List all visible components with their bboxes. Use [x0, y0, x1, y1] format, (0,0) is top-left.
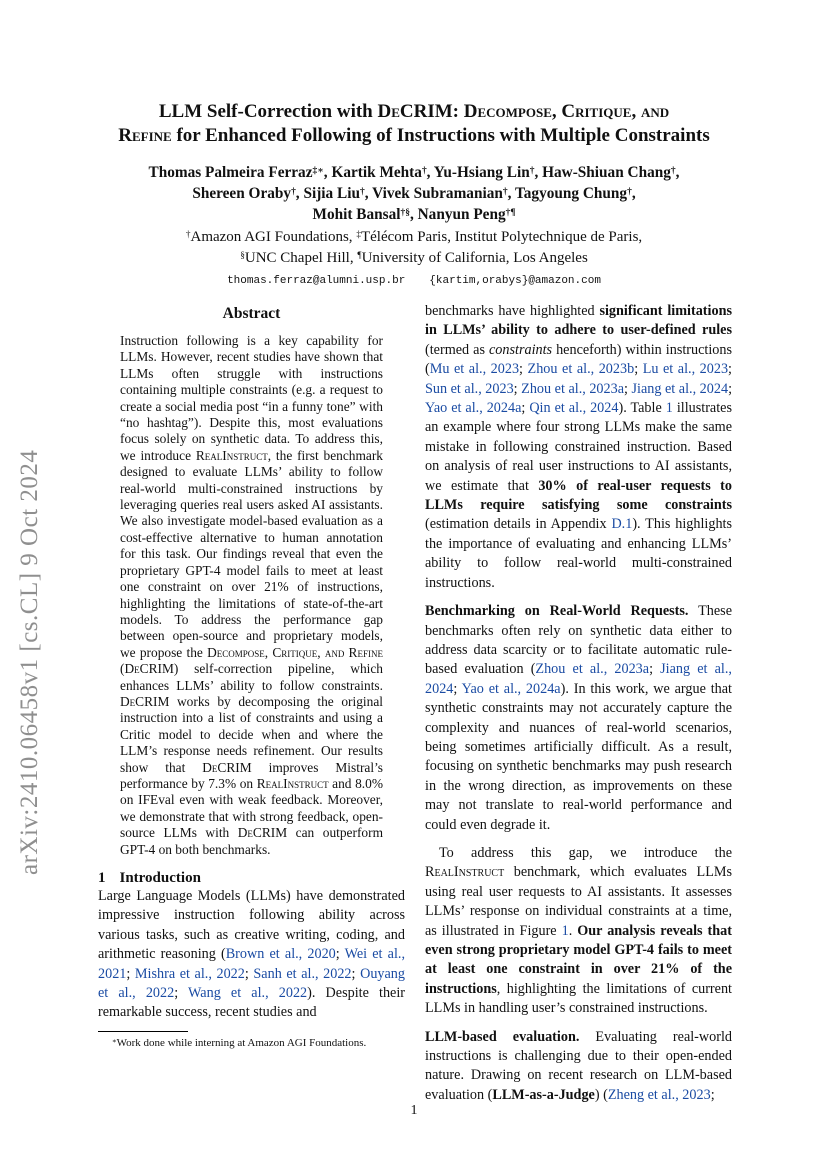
section-heading-introduction: 1 Introduction	[98, 870, 201, 886]
body-paragraph: benchmarks have highlighted significant limitations in LLMs’ ability to adhere to user-defined rules (termed as constraints henceforth) within instructions (Mu et al., 2023; Zhou et al., 2023b; Lu et al., 2023; Sun et al., 2023; Zhou et al., 2023a; Jiang et al., 2024; Yao et al., 2024a; Qin et al., 2024). Table 1 illustrates an example where four strong LLMs make the same mistake in following constrained instruction. Based on analysis of real user instructions to AI assistants, we estimate that 30% of real-user requests to LLMs require satisfying some constraints (estimation details in Appendix D.1). This highlights the importance of evaluating and enhancing LLMs’ ability to follow real-world multi-constrained instructions.	[425, 303, 733, 591]
citation-link[interactable]: Zhou et al., 2023a	[521, 380, 625, 397]
citation-link[interactable]: Wei et al., 2021	[98, 946, 405, 982]
paper-title: LLM Self-Correction with DeCRIM: Decompose, Critique, and Refine for Enhanced Following of Instructions with Multiple Constraints	[118, 101, 710, 146]
arxiv-watermark	[4, 375, 64, 875]
citation-link[interactable]: Yao et al., 2024a	[461, 680, 561, 697]
abstract-heading: Abstract	[222, 305, 281, 322]
left-column	[98, 305, 405, 1050]
paragraph-heading: LLM-based evaluation.	[425, 1028, 580, 1045]
right-column	[425, 302, 732, 1114]
author-emails	[0, 275, 828, 287]
author-name: Mohit Bansal	[312, 206, 401, 223]
citation-link[interactable]: Zhou et al., 2023a	[535, 661, 650, 678]
author-name: Vivek Subramanian	[372, 185, 503, 202]
author-name: Haw-Shiuan Chang	[542, 164, 671, 181]
abstract-text: Instruction following is a key capability for LLMs. However, recent studies have shown that LLMs often struggle with instructions containing multiple constraints (e.g. a request to create a social media post “in a funny tone” with “no hashtag”). Despite this, most evaluations focus solely on synthetic data. To address this, we introduce RealInstruct, the first benchmark designed to evaluate LLMs’ ability to follow real-world multi-constrained instructions by leveraging queries real users asked AI assistants. We also investigate model-based evaluation as a cost-effective alternative to human annotation for this task. Our findings reveal that even the proprietary GPT-4 model fails to meet at least one constraint on over 21% of instructions, highlighting the limitations of state-of-the-art models. To address the performance gap between open-source and proprietary models, we propose the Decompose, Critique, and Refine (DeCRIM) self-correction pipeline, which enhances LLMs’ ability to follow constraints. DeCRIM works by decomposing the original instruction into a list of constraints and using a Critic model to decide when and where the LLM’s response needs refinement. Our results show that DeCRIM improves Mistral’s performance by 7.3% on RealInstruct and 8.0% on IFEval even with weak feedback. Moreover, we demonstrate that with strong feedback, open-source LLMs with DeCRIM can outperform GPT-4 on both benchmarks.	[120, 333, 383, 857]
citation-link[interactable]: Qin et al., 2024	[529, 400, 619, 417]
author-name: Shereen Oraby	[192, 185, 292, 202]
citation-link[interactable]: Lu et al., 2023	[642, 361, 729, 378]
citation-link[interactable]: Jiang et al., 2024	[425, 661, 732, 697]
footnote: ∗Work done while interning at Amazon AGI Foundations.	[112, 1036, 367, 1049]
citation-link[interactable]: Jiang et al., 2024	[631, 380, 729, 397]
author-list: Thomas Palmeira Ferraz‡∗, Kartik Mehta†, Yu-Hsiang Lin†, Haw-Shiuan Chang†, Shereen Oraby†, Sijia Liu†, Vivek Subramanian†, Tagyoung Chung†, Mohit Bansal†§, Nanyun Peng†¶	[148, 164, 680, 223]
footnote-divider	[98, 1031, 188, 1032]
citation-link[interactable]: Wang et al., 2022	[188, 985, 308, 1002]
figure-reference-link[interactable]: 1	[561, 922, 569, 939]
paper-header	[0, 100, 828, 287]
affiliations: †Amazon AGI Foundations, ‡Télécom Paris, Institut Polytechnique de Paris, §UNC Chapel Hill, ¶University of California, Los Angeles	[185, 229, 643, 266]
page-number: 1	[410, 1103, 418, 1118]
citation-link[interactable]: Brown et al., 2020	[225, 946, 336, 963]
paragraph-heading: Benchmarking on Real-World Requests.	[425, 603, 689, 620]
intro-paragraph: Large Language Models (LLMs) have demonstrated impressive instruction following ability across various tasks, such as creative writing, coding, and arithmetic reasoning (Brown et al., 2020; Wei et al., 2021; Mishra et al., 2022; Sanh et al., 2022; Ouyang et al., 2022; Wang et al., 2022). Despite their remarkable success, recent studies and	[98, 888, 406, 1021]
email-link[interactable]: thomas.ferraz@alumni.usp.br	[227, 275, 406, 287]
body-paragraph: LLM-based evaluation. Evaluating real-world instructions is challenging due to their open-ended nature. Drawing on recent research on LLM-based evaluation (LLM-as-a-Judge) (Zheng et al., 2023;	[425, 1028, 733, 1103]
author-name: Tagyoung Chung	[514, 185, 628, 202]
citation-link[interactable]: Yao et al., 2024a	[425, 400, 522, 417]
citation-link[interactable]: Mishra et al., 2022	[134, 965, 245, 982]
citation-link[interactable]: Zhou et al., 2023b	[527, 361, 635, 378]
email-link[interactable]: {kartim,orabys}@amazon.com	[429, 275, 601, 287]
author-name: Yu-Hsiang Lin	[433, 164, 530, 181]
citation-link[interactable]: Zheng et al., 2023	[607, 1086, 711, 1103]
citation-link[interactable]: Ouyang et al., 2022	[98, 965, 405, 1002]
arxiv-identifier: arXiv:2410.06458v1 [cs.CL] 9 Oct 2024	[16, 449, 43, 875]
author-name: Nanyun Peng	[417, 206, 506, 223]
author-name: Thomas Palmeira Ferraz	[148, 164, 313, 181]
table-reference-link[interactable]: 1	[665, 400, 673, 417]
body-paragraph: To address this gap, we introduce the RealInstruct benchmark, which evaluates LLMs using real user requests to AI assistants. It assesses LLMs’ response on individual constraints at a time, as illustrated in Figure 1. Our analysis reveals that even strong proprietary model GPT-4 fails to meet at least one constraint in over 21% of the instructions, highlighting the limitations of current LLMs in handling user’s constrained instructions.	[425, 844, 732, 1017]
body-paragraph: Benchmarking on Real-World Requests. These benchmarks often rely on synthetic data either to address data scarcity or to facilitate automatic rule-based evaluation (Zhou et al., 2023a; Jiang et al., 2024; Yao et al., 2024a). In this work, we argue that synthetic constraints may not accurately capture the complexity and nuances of real-world scenarios, being sometimes artificially difficult. As a result, focusing on synthetic benchmarks may push research in the wrong direction, as improvements on these may not translate to real-world performance and could even degrade it.	[425, 603, 733, 833]
appendix-reference-link[interactable]: D.1	[611, 516, 633, 533]
citation-link[interactable]: Sanh et al., 2022	[253, 965, 352, 982]
citation-link[interactable]: Mu et al., 2023	[429, 361, 520, 378]
author-name: Sijia Liu	[303, 185, 360, 202]
citation-link[interactable]: Sun et al., 2023	[425, 380, 514, 397]
author-name: Kartik Mehta	[331, 164, 422, 181]
